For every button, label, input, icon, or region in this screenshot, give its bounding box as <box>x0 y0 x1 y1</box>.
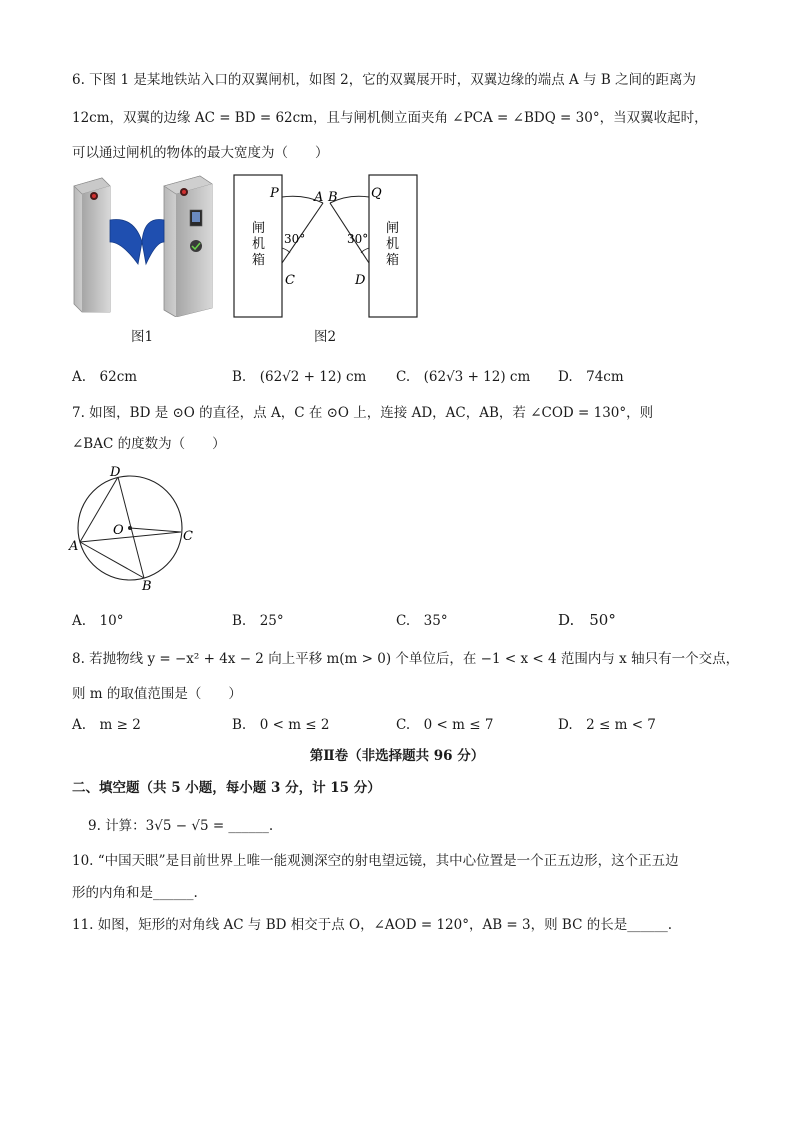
q11-text: 11. 如图，矩形的对角线 AC 与 BD 相交于点 O，∠AOD = 120°，AB = 3，则 BC 的长是______. <box>72 917 672 933</box>
q7-text-line2: ∠BAC 的度数为（ ） <box>72 436 226 452</box>
q7-option-b[interactable]: B. 25° <box>232 613 284 629</box>
q8-option-c[interactable]: C. 0 < m ≤ 7 <box>396 717 494 733</box>
q7-label-O: O <box>113 523 124 538</box>
q8-text-line2: 则 m 的取值范围是（ ） <box>72 686 242 702</box>
q7-label-B: B <box>142 579 152 592</box>
q7-label-C: C <box>183 529 193 544</box>
q6-option-c[interactable]: C. (62√3 + 12) cm <box>396 369 531 385</box>
q6-figure1-turnstile <box>72 172 214 317</box>
q6-figure1-caption: 图1 <box>131 329 154 345</box>
q6-text-line3: 可以通过闸机的物体的最大宽度为（ ） <box>72 145 329 161</box>
q7-option-d[interactable]: D. 50° <box>558 611 616 629</box>
q8-text-line1: 8. 若抛物线 y = −x² + 4x − 2 向上平移 m(m > 0) 个单位后，在 −1 < x < 4 范围内与 x 轴只有一个交点， <box>72 651 740 667</box>
q7-option-c[interactable]: C. 35° <box>396 613 448 629</box>
q6-fig2-angle-left: 30° <box>284 232 306 246</box>
q6-fig2-right-label-2: 机 <box>386 237 400 252</box>
q6-figure2-diagram <box>228 170 424 322</box>
q7-text-line1: 7. 如图，BD 是 ⊙O 的直径，点 A，C 在 ⊙O 上，连接 AD，AC，AB，若 ∠COD = 130°，则 <box>72 405 654 421</box>
q6-fig2-label-D: D <box>355 273 366 288</box>
q7-label-D: D <box>110 465 121 480</box>
q6-figure2-caption: 图2 <box>314 329 337 345</box>
q6-option-b[interactable]: B. (62√2 + 12) cm <box>232 369 367 385</box>
q6-fig2-left-label-3: 箱 <box>252 253 266 268</box>
q6-fig2-right-label-3: 箱 <box>386 253 400 268</box>
q6-fig2-label-C: C <box>285 273 295 288</box>
q6-option-d[interactable]: D. 74cm <box>558 369 624 385</box>
section2-title: 第Ⅱ卷（非选择题共 96 分） <box>309 748 485 764</box>
q9-text: 9. 计算：3√5 − √5 = ______. <box>88 818 274 834</box>
q8-option-d[interactable]: D. 2 ≤ m < 7 <box>558 717 656 733</box>
q6-fig2-left-label-1: 闸 <box>252 221 266 236</box>
q6-text-line2: 12cm，双翼的边缘 AC = BD = 62cm，且与闸机侧立面夹角 ∠PCA = ∠BDQ = 30°，当双翼收起时， <box>72 110 708 126</box>
q6-fig2-right-label-1: 闸 <box>386 221 400 236</box>
part2-heading: 二、填空题（共 5 小题，每小题 3 分，计 15 分） <box>72 780 381 796</box>
q6-text-line1: 6. 下图 1 是某地铁站入口的双翼闸机，如图 2，它的双翼展开时，双翼边缘的端点 A 与 B 之间的距离为 <box>72 72 697 88</box>
q7-option-a[interactable]: A. 10° <box>72 613 124 629</box>
q7-figure-circle <box>66 462 202 592</box>
q10-text-line2: 形的内角和是______. <box>72 885 198 901</box>
q8-option-a[interactable]: A. m ≥ 2 <box>72 717 141 733</box>
q10-text-line1: 10. “中国天眼”是目前世界上唯一能观测深空的射电望远镜，其中心位置是一个正五边形，这个正五边 <box>72 853 679 869</box>
q8-option-b[interactable]: B. 0 < m ≤ 2 <box>232 717 330 733</box>
q6-fig2-label-A: A <box>314 190 324 205</box>
q6-option-a[interactable]: A. 62cm <box>72 369 138 385</box>
q6-fig2-label-Q: Q <box>371 186 382 201</box>
q6-fig2-left-label-2: 机 <box>252 237 266 252</box>
q6-fig2-label-P: P <box>270 186 279 201</box>
q7-label-A: A <box>69 539 79 554</box>
q6-fig2-angle-right: 30° <box>347 232 369 246</box>
q6-fig2-label-B: B <box>328 190 338 205</box>
